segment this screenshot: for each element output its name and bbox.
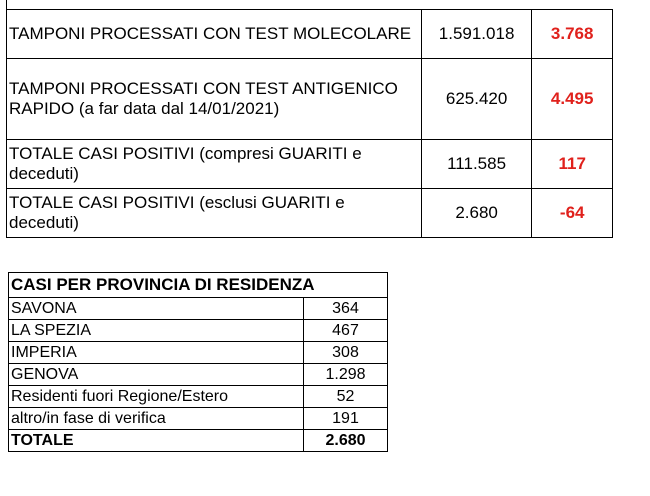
summary-label-total-excl: TOTALE CASI POSITIVI (esclusi GUARITI e deceduti) [7, 189, 422, 238]
province-name-la-spezia: LA SPEZIA [9, 320, 304, 342]
province-name-savona: SAVONA [9, 298, 304, 320]
province-row-fuori-regione [9, 386, 388, 408]
summary-delta-molecular: 3.768 [532, 10, 613, 59]
province-value-la-spezia: 467 [304, 320, 388, 342]
province-row-genova [9, 364, 388, 386]
province-name-fuori-regione: Residenti fuori Regione/Estero [9, 386, 304, 408]
summary-value-total-incl: 111.585 [421, 140, 532, 189]
province-name-genova: GENOVA [9, 364, 304, 386]
summary-label-antigen: TAMPONI PROCESSATI CON TEST ANTIGENICO RAPIDO (a far data dal 14/01/2021) [7, 59, 422, 140]
province-value-imperia: 308 [304, 342, 388, 364]
summary-label-total-incl: TOTALE CASI POSITIVI (compresi GUARITI e deceduti) [7, 140, 422, 189]
province-value-total: 2.680 [304, 430, 388, 452]
province-value-savona: 364 [304, 298, 388, 320]
province-name-verifica: altro/in fase di verifica [9, 408, 304, 430]
province-table [8, 272, 388, 452]
province-name-total: TOTALE [9, 430, 304, 452]
summary-row-total-excl [7, 189, 613, 238]
province-row-total [9, 430, 388, 452]
province-row-la-spezia [9, 320, 388, 342]
summary-row-total-incl [7, 140, 613, 189]
summary-row-molecular [7, 10, 613, 59]
province-row-imperia [9, 342, 388, 364]
summary-label-molecular: TAMPONI PROCESSATI CON TEST MOLECOLARE [7, 10, 422, 59]
summary-row-antigen [7, 59, 613, 140]
province-value-fuori-regione: 52 [304, 386, 388, 408]
province-value-genova: 1.298 [304, 364, 388, 386]
summary-value-molecular: 1.591.018 [421, 10, 532, 59]
province-row-savona [9, 298, 388, 320]
province-header-row [9, 273, 388, 298]
summary-value-antigen: 625.420 [421, 59, 532, 140]
summary-delta-antigen: 4.495 [532, 59, 613, 140]
province-value-verifica: 191 [304, 408, 388, 430]
summary-delta-total-incl: 117 [532, 140, 613, 189]
summary-value-total-excl: 2.680 [421, 189, 532, 238]
province-row-verifica [9, 408, 388, 430]
summary-table [6, 9, 613, 238]
summary-delta-total-excl: -64 [532, 189, 613, 238]
province-name-imperia: IMPERIA [9, 342, 304, 364]
province-header: CASI PER PROVINCIA DI RESIDENZA [9, 273, 388, 298]
